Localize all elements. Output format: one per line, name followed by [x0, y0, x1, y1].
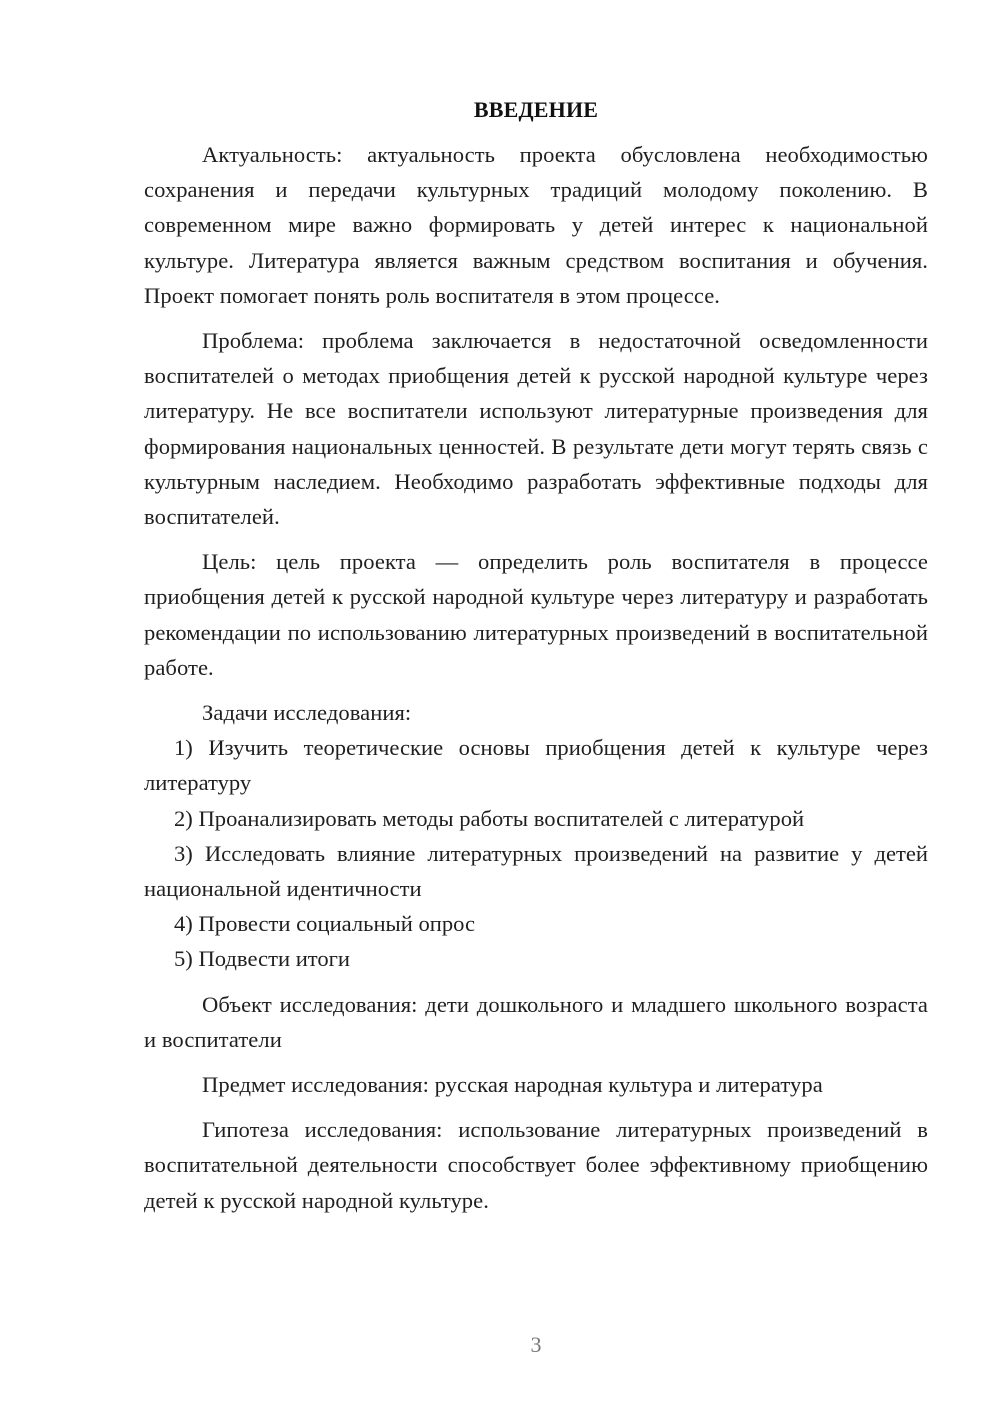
problem-paragraph: Проблема: проблема заключается в недостаточной осведомленности воспитателей о методах приобщения детей к русской народной культуре через литературу. Не все воспитатели используют литературные произведения для формирования национальных ценностей. В результате дети могут терять связь с культурным наследием. Необходимо разработать эффективные подходы для воспитателей.: [144, 328, 928, 530]
subject-paragraph: Предмет исследования: русская народная культура и литература: [202, 1072, 823, 1098]
page-number: 3: [530, 1332, 542, 1357]
task-item-5: 5) Подвести итоги: [174, 946, 351, 972]
task-item-3: 3) Исследовать влияние литературных произведений на развитие у детей национальной идентичности: [144, 840, 928, 902]
tasks-heading: Задачи исследования:: [202, 700, 412, 726]
page-title: ВВЕДЕНИЕ: [473, 97, 599, 122]
task-item-2: 2) Проанализировать методы работы воспитателей с литературой: [174, 805, 805, 831]
object-paragraph: Объект исследования: дети дошкольного и младшего школьного возраста и воспитатели: [144, 991, 928, 1052]
page-content: [144, 92, 928, 1218]
task-item-4: 4) Провести социальный опрос: [174, 911, 476, 937]
task-item-1: 1) Изучить теоретические основы приобщения детей к культуре через литературу: [144, 735, 928, 796]
relevance-paragraph: Актуальность: актуальность проекта обусловлена необходимостью сохранения и передачи культурных традиций молодому поколению. В современном мире важно формировать у детей интерес к национальной культуре. Литература является важным средством воспитания и обучения. Проект помогает понять роль воспитателя в этом процессе.: [144, 142, 928, 308]
hypothesis-paragraph: Гипотеза исследования: использование литературных произведений в воспитательной деятельности способствует более эффективному приобщению детей к русской народной культуре.: [144, 1117, 928, 1213]
goal-paragraph: Цель: цель проекта — определить роль воспитателя в процессе приобщения детей к русской народной культуре через литературу и разработать рекомендации по использованию литературных произведений в воспитательной работе.: [144, 549, 928, 680]
